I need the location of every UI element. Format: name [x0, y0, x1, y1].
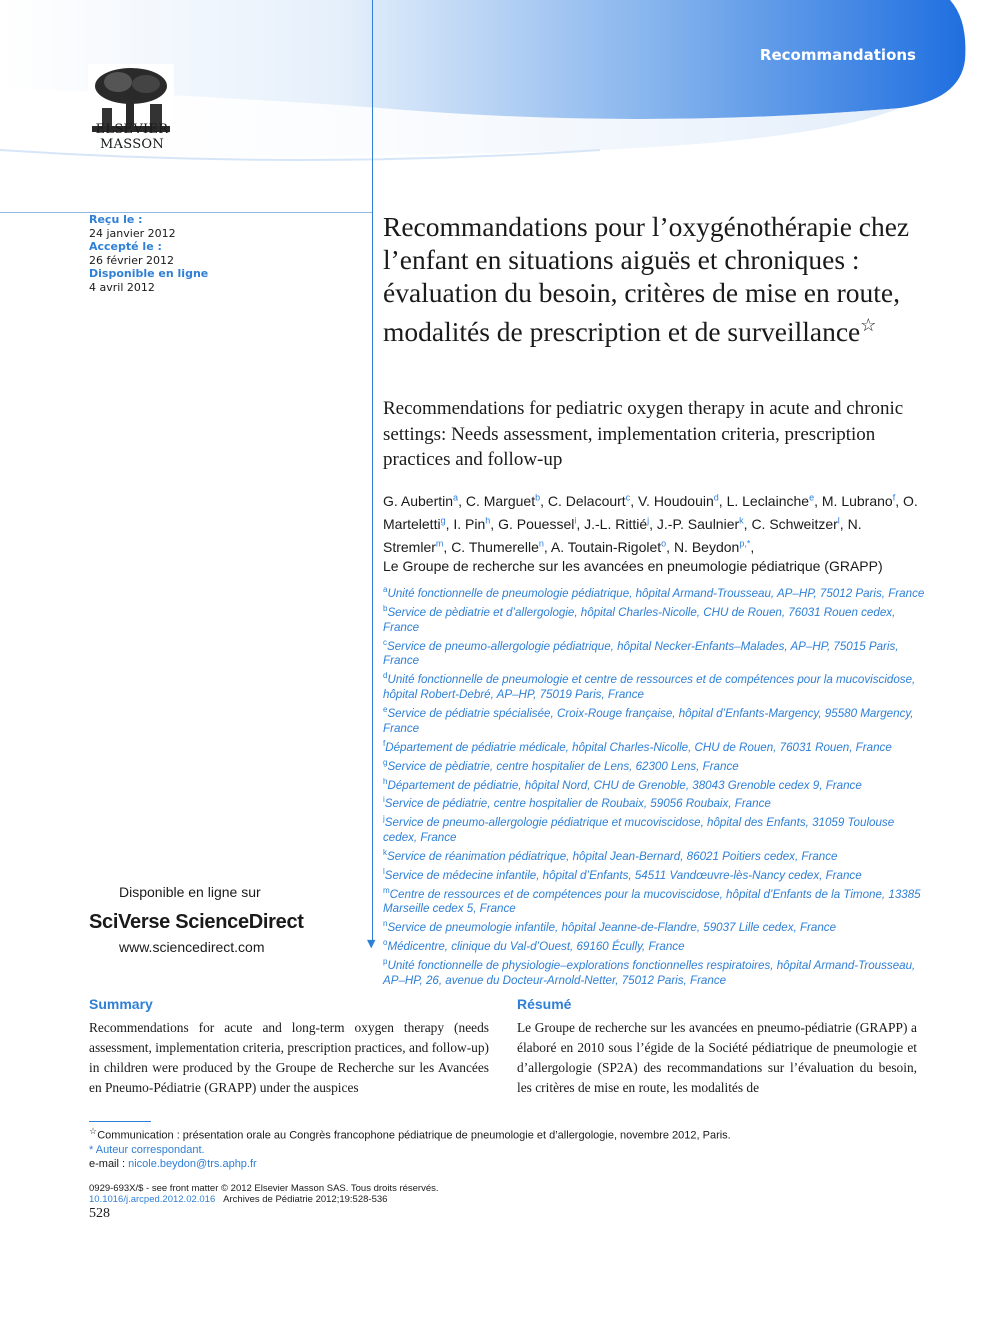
- online-label: Disponible en ligne: [89, 267, 209, 280]
- affiliation-item: [383, 669, 928, 703]
- summary-heading: Summary: [89, 996, 153, 1012]
- title-text: Recommandations pour l’oxygénothérapie chez l’enfant en situations aiguës et chroniques : évaluation du besoin, critères de mise en route, modalités de prescription et de surveillance: [383, 211, 910, 348]
- affiliation-item: [383, 583, 928, 602]
- affiliation-mark: e: [383, 705, 388, 715]
- journal-ref: Archives de Pédiatrie 2012;19:528-536: [223, 1194, 388, 1205]
- arrow-down-icon: ▼: [367, 937, 376, 950]
- affiliation-text: Unité fonctionnelle de pneumologie pédiatrique, hôpital Armand-Trousseau, AP–HP, 75012 Paris, France: [387, 586, 925, 600]
- author-name: N. Beydon: [673, 538, 740, 555]
- affiliation-item: [383, 775, 928, 794]
- affiliation-item: [383, 865, 928, 884]
- affiliation-item: [383, 636, 928, 670]
- author-name: J.-L. Rittié: [584, 515, 648, 532]
- affiliation-mark: b: [383, 603, 388, 613]
- accepted-label: Accepté le :: [89, 240, 162, 253]
- author-affiliation-mark[interactable]: l: [837, 515, 840, 526]
- article-title: [383, 210, 923, 348]
- affiliation-text: Service de pèdiatrie, centre hospitalier de Lens, 62300 Lens, France: [387, 759, 739, 773]
- affiliation-text: Service de pèdiatrie et d’allergologie, hôpital Charles-Nicolle, CHU de Rouen, 76031 Rouen cedex, France: [383, 605, 896, 634]
- publisher-line2: MASSON: [99, 137, 165, 152]
- affiliation-text: Centre de ressources et de compétences pour la mucoviscidose, hôpital d’Enfants de la Timone, 13385 Marseille cedex 5, France: [383, 887, 921, 916]
- article-subtitle: Recommendations for pediatric oxygen therapy in acute and chronic settings: Needs assessment, implementation criteria, prescription practices and follow-up: [383, 398, 904, 470]
- star-mark: ☆: [89, 1126, 98, 1136]
- author-name: L. Leclainche: [726, 492, 810, 509]
- affiliation-item: [383, 793, 928, 812]
- author-name: G. Aubertin: [383, 492, 454, 509]
- author-name: M. Lubrano: [821, 492, 893, 509]
- publication-info: [89, 1183, 909, 1205]
- publisher-line1: ELSEVIER: [95, 122, 169, 137]
- affiliation-mark: n: [383, 919, 388, 929]
- received-date: 24 janvier 2012: [89, 226, 176, 240]
- section-label: Recommandations: [759, 46, 916, 64]
- affiliation-mark: h: [383, 776, 388, 786]
- affiliation-item: [383, 884, 928, 918]
- affiliation-text: Service de pédiatrie spécialisée, Croix-Rouge française, hôpital d’Enfants-Margency, 95580 Margency, France: [383, 706, 914, 735]
- footnotes: [89, 1124, 909, 1171]
- page-number: 528: [89, 1206, 110, 1221]
- author-affiliation-mark[interactable]: i: [574, 515, 577, 526]
- sciencedirect-logo[interactable]: SciVerse ScienceDirect: [89, 911, 304, 933]
- affiliation-text: Unité fonctionnelle de pneumologie et centre de ressources et de compétences pour la mucoviscidose, hôpital Robert-Debré, AP–HP, 75019 Paris, France: [383, 673, 916, 702]
- affiliation-text: Service de pédiatrie, centre hospitalier de Roubaix, 59056 Roubaix, France: [384, 797, 771, 811]
- affiliation-item: [383, 936, 928, 955]
- author-name: I. Pin: [453, 515, 486, 532]
- author-affiliation-mark[interactable]: m: [435, 538, 444, 549]
- affiliation-text: Service de réanimation pédiatrique, hôpital Jean-Bernard, 86021 Poitiers cedex, France: [387, 849, 838, 863]
- author-name: C. Schweitzer: [751, 515, 838, 532]
- author-affiliation-mark[interactable]: o: [661, 538, 667, 549]
- affiliation-mark: o: [383, 938, 388, 948]
- affiliation-text: Département de pédiatrie médicale, hôpital Charles-Nicolle, CHU de Rouen, 76031 Rouen, France: [385, 740, 892, 754]
- author-affiliation-mark[interactable]: k: [739, 515, 744, 526]
- author-name: V. Houdouin: [637, 492, 714, 509]
- author-name: C. Delacourt: [547, 492, 626, 509]
- author-affiliation-mark[interactable]: d: [713, 492, 719, 502]
- sciencedirect-link[interactable]: www.sciencedirect.com: [119, 939, 265, 955]
- author-list: [383, 488, 923, 577]
- star-footnote-text: Communication : présentation orale au Congrès francophone pédiatrique de pneumologie et d’allergologie, novembre 2012, Paris.: [97, 1129, 731, 1142]
- affiliation-mark: k: [383, 847, 387, 857]
- author-affiliation-mark[interactable]: p,*: [739, 538, 751, 549]
- author-name: C. Marguet: [465, 492, 536, 509]
- author-affiliation-mark[interactable]: b: [535, 492, 541, 502]
- affiliation-item: [383, 602, 928, 636]
- affiliation-text: Service de pneumologie infantile, hôpital Jeanne-de-Flandre, 59037 Lille cedex, France: [387, 921, 837, 935]
- corresponding-author: * Auteur correspondant.: [89, 1143, 205, 1156]
- doi-journal-line: [89, 1194, 909, 1205]
- authors-line: G. Aubertin$^a$, C. Marguet$^b$, C. Delacourt$^c$, V. Houdouin$^d$, L. Leclainche$^e$, M. Lubrano$^f$, O. Marteletti$^g$, I. Pin$^h$, G. Pouessel$^i$, J.-L. Rittié$^j$, J.-P. Saulnier$^k$, C. Schweitzer$^l$, N. Stremler$^m$, C. Thumerelle$^n$, A. Toutain-Rigolet$^o$, N. Beydon$^{p,*}$,: [383, 492, 918, 555]
- author-affiliation-mark[interactable]: h: [485, 515, 491, 526]
- email-link[interactable]: nicole.beydon@trs.aphp.fr: [128, 1157, 257, 1170]
- affiliation-text: Médicentre, clinique du Val-d’Ouest, 69160 Écully, France: [387, 939, 685, 953]
- author-affiliation-mark[interactable]: a: [453, 492, 459, 502]
- author-name: C. Thumerelle: [451, 538, 539, 555]
- affiliation-item: [383, 812, 928, 846]
- affiliation-mark: g: [383, 757, 388, 767]
- affiliation-item: [383, 917, 928, 936]
- online-date: 4 avril 2012: [89, 280, 155, 294]
- affiliations: [383, 583, 928, 989]
- footnote-star: [89, 1124, 909, 1143]
- summary-text: Recommendations for acute and long-term oxygen therapy (needs assessment, implementation criteria, prescription practices, and follow-up) in children were produced by the Groupe de Recherche sur les Avancées en Pneumo-Pédiatrie (GRAPP) under the auspices: [89, 1020, 489, 1095]
- affiliation-text: Service de médecine infantile, hôpital d’Enfants, 54511 Vandœuvre-lès-Nancy cedex, France: [384, 868, 862, 882]
- author-name: J.-P. Saulnier: [656, 515, 740, 532]
- publisher-name: [92, 122, 172, 152]
- affiliation-text: Département de pédiatrie, hôpital Nord, CHU de Grenoble, 38043 Grenoble cedex 9, France: [387, 778, 862, 792]
- email-label: e-mail :: [89, 1157, 129, 1170]
- affiliation-text: Unité fonctionnelle de physiologie–explorations fonctionnelles respiratoires, hôpital Armand-Trousseau, AP–HP, 26, avenue du Docteur-Arnold-Netter, 75012 Paris, France: [383, 958, 916, 987]
- affiliation-text: Service de pneumo-allergologie pédiatrique et mucoviscidose, hôpital des Enfants, 31059 Toulouse cedex, France: [383, 815, 895, 844]
- author-name: O. Marteletti: [383, 492, 918, 532]
- resume-text: Le Groupe de recherche sur les avancées en pneumo-pédiatrie (GRAPP) a élaboré en 2010 sous l’égide de la Société pédiatrique de pneumologie et d’allergologie (SP2A) des recommandations sur l’évaluation du besoin, les critères de mise en route, les modalités de: [517, 1020, 917, 1095]
- research-group: Le Groupe de recherche sur les avancées en pneumologie pédiatrique (GRAPP): [383, 558, 883, 575]
- doi-link[interactable]: 10.1016/j.arcped.2012.02.016: [89, 1194, 216, 1205]
- affiliation-mark: a: [383, 585, 388, 594]
- affiliation-mark: i: [383, 795, 385, 805]
- author-affiliation-mark[interactable]: e: [809, 492, 815, 502]
- affiliation-mark: j: [383, 814, 385, 824]
- author-name: A. Toutain-Rigolet: [550, 538, 662, 555]
- divider-line: [372, 0, 373, 945]
- affiliation-mark: d: [383, 671, 388, 681]
- author-affiliation-mark[interactable]: c: [625, 492, 631, 502]
- author-affiliation-mark[interactable]: n: [538, 538, 544, 549]
- affiliation-item: [383, 756, 928, 775]
- affiliation-item: [383, 703, 928, 737]
- author-name: G. Pouessel: [498, 515, 575, 532]
- author-name: N. Stremler: [383, 515, 862, 555]
- title-footnote-mark[interactable]: ☆: [860, 315, 877, 335]
- affiliation-mark: f: [383, 738, 386, 748]
- accepted-date: 26 février 2012: [89, 253, 175, 267]
- affiliation-mark: l: [383, 866, 385, 876]
- affiliation-item: [383, 846, 928, 865]
- available-online-label: Disponible en ligne sur: [119, 884, 261, 900]
- issn-line: 0929-693X/$ - see front matter © 2012 Elsevier Masson SAS. Tous droits réservés.: [89, 1183, 439, 1194]
- affiliation-mark: p: [383, 956, 388, 966]
- footnote-rule: [89, 1121, 151, 1122]
- email-line: [89, 1157, 909, 1171]
- affiliation-item: [383, 737, 928, 756]
- received-label: Reçu le :: [89, 213, 143, 226]
- article-dates: [89, 213, 208, 294]
- author-affiliation-mark[interactable]: g: [440, 515, 446, 526]
- affiliation-text: Service de pneumo-allergologie pédiatrique, hôpital Necker-Enfants–Malades, AP–HP, 75015 Paris, France: [383, 639, 899, 668]
- author-affiliation-mark[interactable]: j: [647, 515, 650, 526]
- resume-heading: Résumé: [517, 996, 572, 1012]
- affiliation-mark: c: [383, 637, 387, 647]
- author-affiliation-mark[interactable]: f: [892, 492, 896, 502]
- affiliation-item: [383, 955, 928, 989]
- affiliation-mark: m: [383, 885, 390, 895]
